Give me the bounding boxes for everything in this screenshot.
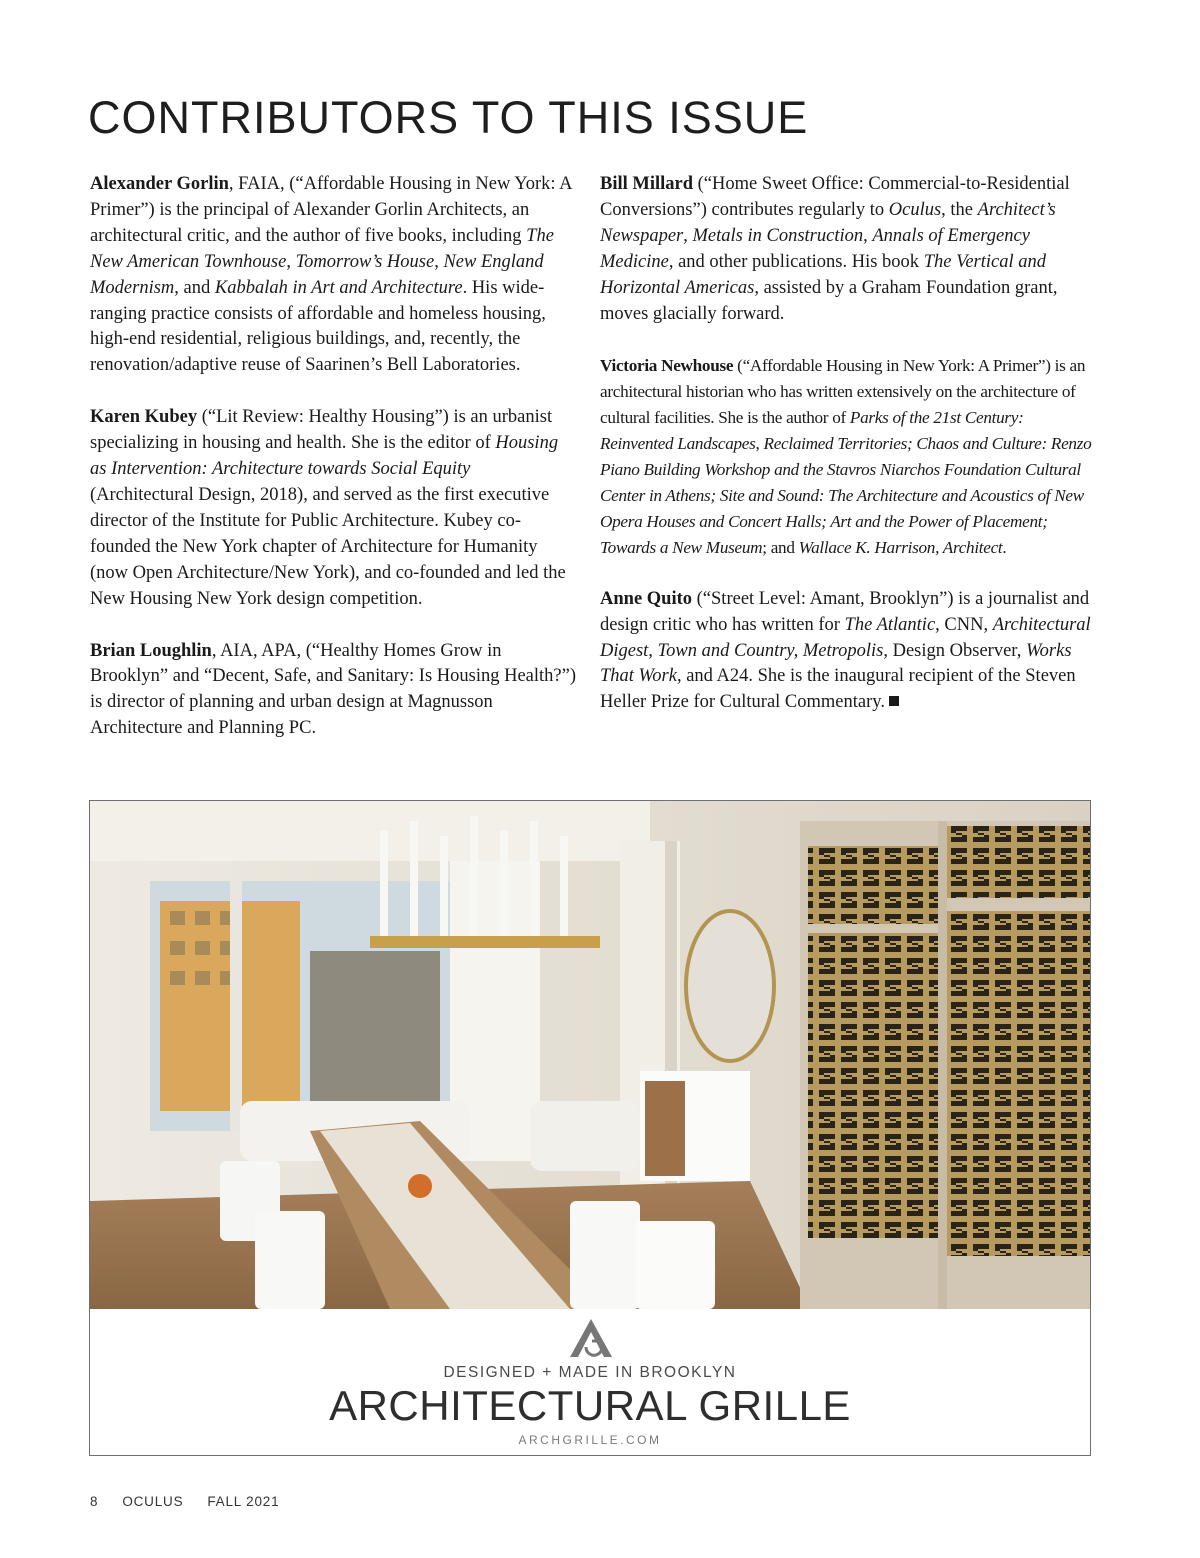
architectural-grille-ad[interactable] [89, 800, 1091, 1456]
bio-text: , assisted by a Graham Foundation grant, moves glacially forward. [600, 277, 1058, 324]
page-footer [90, 1494, 303, 1509]
ad-website-link[interactable]: ARCHGRILLE.COM [518, 1433, 662, 1447]
contributor-name: Karen Kubey [90, 407, 198, 428]
bio-text: , [434, 251, 444, 272]
bio-text: . [1002, 537, 1007, 557]
bio-anne-quito [600, 587, 1092, 717]
bio-brian-loughlin [90, 639, 576, 743]
bio-bill-millard [600, 172, 1092, 327]
contributor-name: Alexander Gorlin [90, 174, 229, 194]
bio-text: , Design Observer, [883, 640, 1026, 661]
book-title: The Vertical and Horizontal Americas [600, 251, 1046, 298]
bio-text: (Architectural Design, 2018), and served as the first executive director of the Institute for Public Architecture. Kubey co-founded the New York chapter of Architecture for Humanity (now Open Architecture/New York), and co-founded and led the New Housing New York design competition. [90, 484, 566, 609]
bio-text: , and A24. She is the inaugural recipient of the Steven Heller Prize for Cultural Commentary. [600, 666, 1076, 713]
page-title: CONTRIBUTORS TO THIS ISSUE [88, 92, 809, 143]
book-title: Tomorrow’s House [295, 251, 435, 272]
bio-text: (“Affordable Housing in New York: A Primer”) is an architectural historian who has written extensively on the architecture of cultural facilities. She is the author of [600, 356, 1086, 428]
bio-text: , [755, 434, 764, 454]
book-title: Reclaimed Territories; Chaos and Culture: Renzo Piano Building Workshop and the Stavros Niarchos Foundation Cultural Center in Athens; Site and Sound: The Architecture and Acoustics of New Opera Houses and Concert Halls; Art and the Power of Placement; Towards a New Museum [600, 434, 1092, 557]
bio-text: . His wide-ranging practice consists of affordable and homeless housing, high-end residential, religious buildings, and, recently, the renovation/adaptive reuse of Saarinen’s Bell Laboratories. [90, 277, 546, 376]
bio-victoria-newhouse [600, 353, 1092, 560]
interior-photo [90, 801, 1090, 1309]
contributor-name: Brian Loughlin [90, 640, 212, 661]
book-title: Kabbalah in Art and Architecture [214, 277, 463, 298]
publication-title: Works That Work [600, 640, 1072, 687]
bio-text: , CNN, [935, 614, 993, 635]
publication-name: OCULUS [122, 1494, 184, 1509]
bio-text: , and other publications. His book [668, 251, 924, 272]
end-mark-icon [889, 696, 899, 706]
bio-karen-kubey [90, 405, 576, 612]
publication-title: The Atlantic [844, 614, 936, 635]
bio-text: (“Street Level: Amant, Brooklyn”) is a journalist and design critic who has written for [600, 588, 1090, 635]
contributor-name: Bill Millard [600, 174, 694, 194]
bio-alexander-gorlin [90, 172, 576, 379]
bio-text: , [286, 251, 296, 272]
publication-title: Architectural Digest, Town and Country, Metropolis [600, 614, 1091, 661]
page-number: 8 [90, 1494, 99, 1509]
publication-title: Oculus [888, 199, 942, 220]
contributor-name: Victoria Newhouse [600, 356, 734, 376]
book-title: Housing as Intervention: Architecture towards Social Equity [90, 433, 559, 480]
bio-text: , [683, 225, 693, 246]
bio-text: ; and [762, 537, 799, 557]
right-column [600, 172, 1092, 742]
bio-text: , AIA, APA, (“Healthy Homes Grow in Brooklyn” and “Decent, Safe, and Sanitary: Is Housing Health?”) is director of planning and urban design at Magnusson Architecture and Planning PC. [90, 640, 576, 739]
publication-title: Architect’s Newspaper [600, 199, 1056, 246]
publication-title: Annals of Emergency Medicine [600, 225, 1030, 272]
bio-text: , the [941, 199, 978, 220]
ad-tagline: DESIGNED + MADE IN BROOKLYN [443, 1364, 737, 1381]
bio-text: , FAIA, (“Affordable Housing in New York: A Primer”) is the principal of Alexander Gorlin Architects, an architectural critic, and the author of five books, including [90, 174, 572, 246]
bio-text: , [863, 225, 873, 246]
publication-title: Metals in Construction [692, 225, 864, 246]
issue-date: FALL 2021 [207, 1494, 280, 1509]
book-title: The New American Townhouse [90, 225, 554, 272]
left-column [90, 172, 576, 768]
bio-text: (“Lit Review: Healthy Housing”) is an urbanist specializing in housing and health. She is the editor of [90, 407, 553, 454]
ad-brand-name: ARCHITECTURAL GRILLE [329, 1382, 851, 1429]
book-title: Wallace K. Harrison, Architect [798, 537, 1003, 557]
architectural-grille-logo-icon [568, 1317, 614, 1359]
book-title: Parks of the 21st Century: Reinvented Landscapes [600, 408, 1024, 454]
book-title: New England Modernism [90, 251, 544, 298]
bio-text: , and [174, 277, 215, 298]
bio-text: (“Home Sweet Office: Commercial-to-Residential Conversions”) contributes regularly to [600, 174, 1070, 220]
contributor-name: Anne Quito [600, 588, 693, 609]
